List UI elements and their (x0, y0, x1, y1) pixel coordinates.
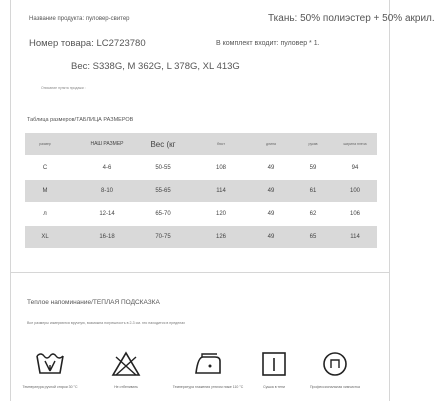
product-name: Название продукта: пуловер-свитер (29, 16, 130, 22)
wash-30-caption: Температура ручной стирки 30 °С (22, 385, 78, 389)
product-weight: Вес: S338G, M 362G, L 378G, XL 413G (71, 61, 240, 72)
no-bleach-icon (111, 351, 141, 377)
table-cell: 49 (267, 165, 275, 171)
no-bleach-caption: Не отбеливать (114, 385, 138, 389)
table-cell: 50-55 (155, 165, 171, 171)
table-row (25, 203, 377, 225)
wash-30-icon (35, 351, 65, 377)
header-shoulder: ширина плеча (343, 142, 367, 146)
header-sleeve: рукав (308, 142, 318, 146)
table-cell: 62 (309, 211, 317, 217)
table-row (25, 157, 377, 179)
table-row (25, 180, 377, 202)
header-bust: бюст (217, 142, 225, 146)
header-weight: Вес (кг (150, 139, 176, 149)
table-cell: л (43, 211, 47, 217)
header-length: длина (266, 142, 276, 146)
care-card (10, 272, 390, 401)
line-dry-icon (261, 351, 287, 377)
care-note: Все размеры измеряются вручную, возможна погрешность в 2-3 см. это находится в пределах (27, 321, 186, 325)
header-our-size: НАШ РАЗМЕР (90, 141, 124, 147)
table-cell: 49 (267, 234, 275, 240)
table-cell: 65 (309, 234, 317, 240)
table-cell: 114 (350, 234, 360, 240)
header-size: размер (39, 142, 51, 146)
table-cell: 114 (216, 188, 226, 194)
product-article: Номер товара: LC2723780 (29, 38, 146, 49)
table-cell: 94 (351, 165, 359, 171)
care-title: Теплое напоминание/ТЕПЛАЯ ПОДСКАЗКА (27, 299, 160, 306)
size-table-header-row (25, 133, 377, 155)
table-cell: C (42, 165, 48, 171)
product-kit: В комплект входит: пуловер * 1. (216, 40, 320, 47)
dry-clean-caption: Профессиональная химчистка (310, 385, 360, 389)
table-cell: 16-18 (99, 234, 115, 240)
table-cell: 120 (215, 211, 227, 217)
table-cell: M (42, 188, 48, 194)
size-table-title: Таблица размеров/ТАБЛИЦА РАЗМЕРОВ (27, 117, 134, 123)
table-cell: 49 (267, 211, 275, 217)
product-fabric: Ткань: 50% полиэстер + 50% акрил. (268, 13, 435, 24)
table-cell: 65-70 (155, 211, 171, 217)
iron-icon (193, 351, 223, 377)
table-cell: 59 (309, 165, 317, 171)
table-cell: 8-10 (100, 188, 114, 194)
product-info-card (10, 0, 435, 273)
table-row (25, 226, 377, 248)
table-cell: 106 (349, 211, 361, 217)
table-cell: 100 (349, 188, 361, 194)
table-cell: 70-75 (155, 234, 171, 240)
description-label: Описание пункта продажи : (41, 86, 86, 90)
table-cell: 61 (309, 188, 317, 194)
table-cell: 4-6 (102, 165, 112, 171)
table-cell: 55-65 (155, 188, 171, 194)
iron-caption: Температура глажения утюгом ниже 110 °С (172, 385, 244, 389)
table-cell: 108 (215, 165, 227, 171)
table-cell: 49 (267, 188, 275, 194)
table-cell: 126 (215, 234, 227, 240)
line-dry-caption: Сушка в тени (263, 385, 285, 389)
table-cell: 12-14 (99, 211, 115, 217)
dry-clean-icon (321, 351, 349, 377)
table-cell: XL (41, 234, 49, 240)
